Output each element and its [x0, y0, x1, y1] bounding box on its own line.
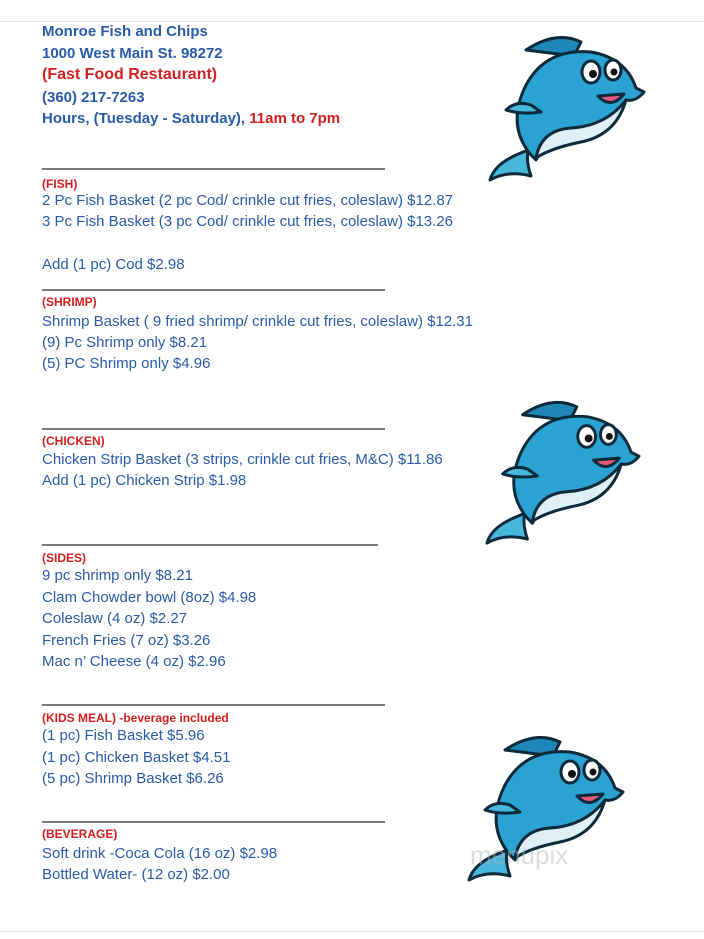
- restaurant-phone: (360) 217-7263: [42, 89, 145, 106]
- divider: [42, 544, 378, 546]
- menu-item: Chicken Strip Basket (3 strips, crinkle cut fries, M&C) $11.86: [42, 451, 443, 468]
- divider: [42, 428, 385, 430]
- menu-item: (9) Pc Shrimp only $8.21: [42, 334, 208, 351]
- top-border: [0, 21, 704, 22]
- menu-item: (5) PC Shrimp only $4.96: [42, 355, 211, 372]
- section-title-sides: (SIDES): [42, 551, 87, 565]
- menu-item: Soft drink -Coca Cola (16 oz) $2.98: [42, 845, 278, 862]
- restaurant-address: 1000 West Main St. 98272: [42, 45, 223, 62]
- menu-item: (1 pc) Fish Basket $5.96: [42, 727, 205, 744]
- menu-item: Coleslaw (4 oz) $2.27: [42, 610, 188, 627]
- menu-item: (5 pc) Shrimp Basket $6.26: [42, 770, 224, 787]
- menu-item: 2 Pc Fish Basket (2 pc Cod/ crinkle cut fries, coleslaw) $12.87: [42, 192, 454, 209]
- hours-label: Hours, (Tuesday - Saturday),: [42, 110, 246, 127]
- restaurant-type: (Fast Food Restaurant): [42, 66, 218, 83]
- bottom-border: [0, 931, 704, 932]
- divider: [42, 289, 385, 291]
- fish-mascot-icon: [482, 395, 642, 545]
- menu-item: Bottled Water- (12 oz) $2.00: [42, 866, 230, 883]
- hours-time: 11am to 7pm: [249, 110, 341, 127]
- menu-item: Clam Chowder bowl (8oz) $4.98: [42, 589, 257, 606]
- restaurant-hours: [42, 110, 340, 128]
- menu-item: French Fries (7 oz) $3.26: [42, 632, 211, 649]
- menu-item: Shrimp Basket ( 9 fried shrimp/ crinkle cut fries, coleslaw) $12.31: [42, 313, 473, 330]
- menu-item: 9 pc shrimp only $8.21: [42, 567, 193, 584]
- restaurant-name: Monroe Fish and Chips: [42, 23, 208, 40]
- divider: [42, 704, 385, 706]
- fish-mascot-icon: [486, 30, 646, 182]
- divider: [42, 168, 385, 170]
- menu-item: Add (1 pc) Cod $2.98: [42, 256, 185, 273]
- section-title-beverage: (BEVERAGE): [42, 827, 118, 841]
- menu-item: 3 Pc Fish Basket (3 pc Cod/ crinkle cut fries, coleslaw) $13.26: [42, 213, 454, 230]
- section-title-chicken: (CHICKEN): [42, 434, 105, 448]
- section-title-fish: (FISH): [42, 177, 78, 191]
- menu-item: Mac n’ Cheese (4 oz) $2.96: [42, 653, 226, 670]
- menu-item: Add (1 pc) Chicken Strip $1.98: [42, 472, 247, 489]
- divider: [42, 821, 385, 823]
- menu-item: (1 pc) Chicken Basket $4.51: [42, 749, 231, 766]
- watermark: menupix: [470, 840, 569, 870]
- section-title-kids-meal: (KIDS MEAL) -beverage included: [42, 711, 229, 725]
- section-title-shrimp: (SHRIMP): [42, 295, 97, 309]
